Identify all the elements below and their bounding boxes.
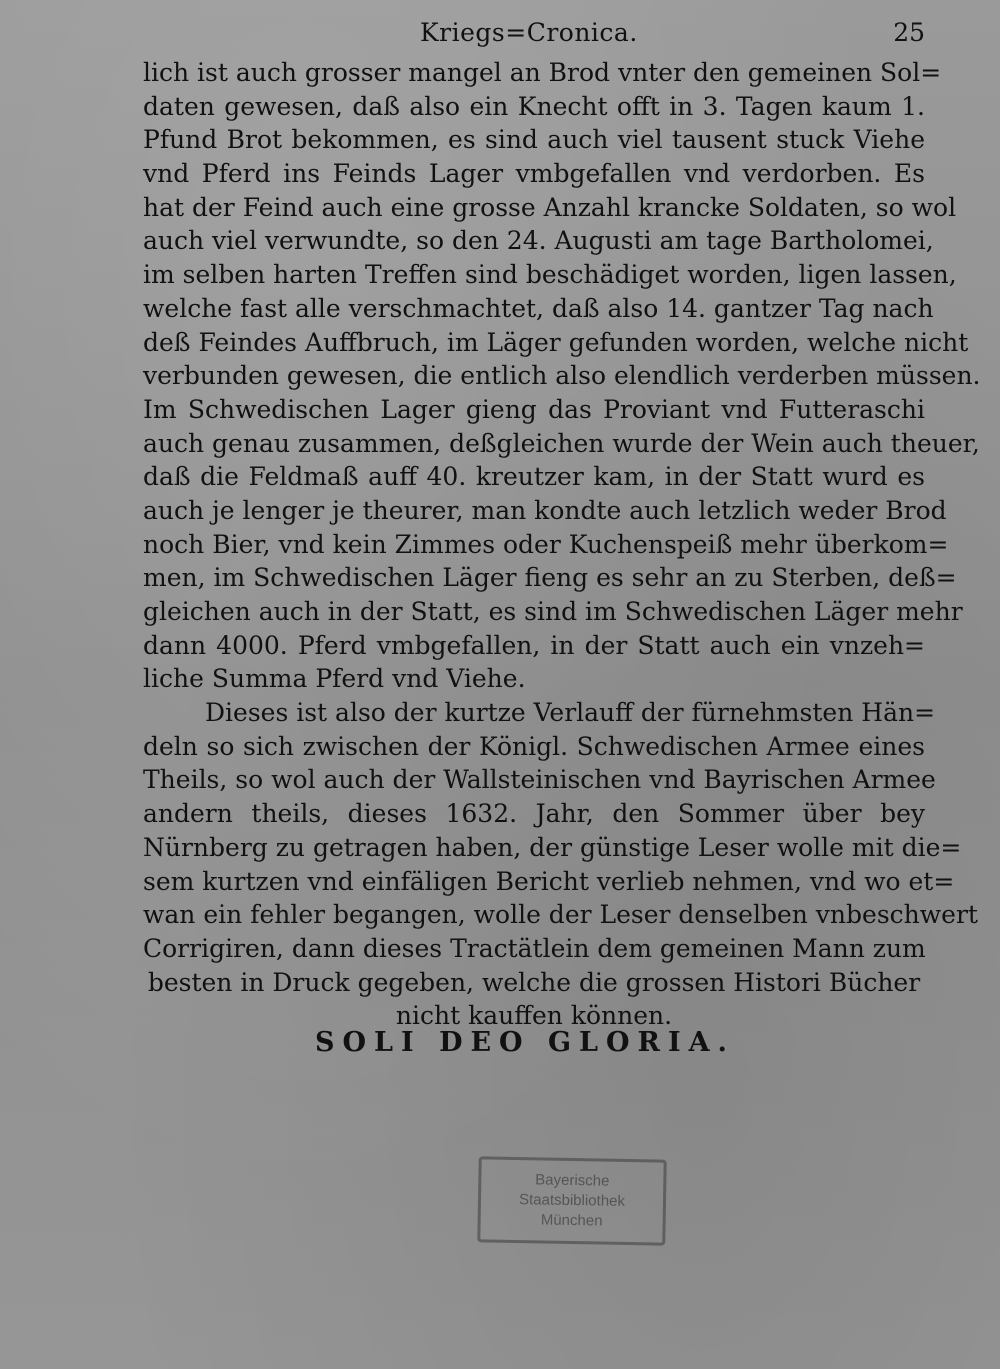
- body-text: [143, 56, 981, 1033]
- text-line: Corrigiren, dann dieses Tractätlein dem gemeinen Mann zum: [143, 933, 926, 963]
- text-line: Im Schwedischen Lager gieng das Proviant vnd Futteraschi: [143, 394, 925, 424]
- text-line: andern theils, dieses 1632. Jahr, den Sommer über bey: [143, 799, 925, 829]
- text-line: Dieses ist also der kurtze Verlauff der fürnehmsten Hän=: [205, 698, 936, 728]
- stamp-line: Staatsbibliothek: [518, 1191, 626, 1210]
- text-line: wan ein fehler begangen, wolle der Leser denselben vnbeschwert: [143, 900, 978, 930]
- text-line: im selben harten Treffen sind beschädiget worden, ligen lassen,: [143, 260, 957, 290]
- text-line: men, im Schwedischen Läger fieng es sehr an zu Sterben, deß=: [143, 563, 957, 593]
- text-line: besten in Druck gegeben, welche die grossen Histori Bücher: [147, 967, 921, 997]
- text-line: Pfund Brot bekommen, es sind auch viel tausent stuck Viehe: [143, 125, 925, 155]
- text-line: lich ist auch grosser mangel an Brod vnter den gemeinen Sol=: [143, 58, 942, 87]
- page-number: 25: [893, 18, 925, 47]
- stamp-line: München: [540, 1211, 603, 1230]
- text-line: noch Bier, vnd kein Zimmes oder Kuchenspeiß mehr überkom=: [143, 529, 949, 559]
- text-line: dann 4000. Pferd vmbgefallen, in der Statt auch ein vnzeh=: [143, 630, 925, 660]
- closing-motto: SOLI DEO GLORIA.: [315, 1027, 735, 1058]
- stamp-line: Bayerische: [535, 1171, 610, 1190]
- text-line: Theils, so wol auch der Wallsteinischen vnd Bayrischen Armee: [143, 765, 936, 795]
- text-line: gleichen auch in der Statt, es sind im Schwedischen Läger mehr: [143, 597, 963, 626]
- running-head: Kriegs=Cronica.: [420, 18, 638, 47]
- text-line: vnd Pferd ins Feinds Lager vmbgefallen vnd verdorben. Es: [143, 159, 925, 189]
- text-line: daß die Feldmaß auff 40. kreutzer kam, in der Statt wurd es: [143, 462, 925, 492]
- library-stamp: [477, 1156, 666, 1245]
- text-line: deß Feindes Auffbruch, im Läger gefunden worden, welche nicht: [143, 327, 969, 357]
- text-line: auch genau zusammen, deßgleichen wurde der Wein auch theuer,: [143, 428, 980, 458]
- text-line: welche fast alle verschmachtet, daß also 14. gantzer Tag nach: [143, 293, 934, 323]
- text-line: Nürnberg zu getragen haben, der günstige Leser wolle mit die=: [143, 832, 962, 862]
- text-line: hat der Feind auch eine grosse Anzahl krancke Soldaten, so wol: [143, 192, 957, 222]
- text-line: daten gewesen, daß also ein Knecht offt in 3. Tagen kaum 1.: [143, 91, 925, 121]
- text-line: auch je lenger je theurer, man kondte auch letzlich weder Brod: [143, 495, 947, 525]
- text-line: deln so sich zwischen der Königl. Schwedischen Armee eines: [143, 731, 925, 761]
- text-line: liche Summa Pferd vnd Viehe.: [143, 664, 526, 694]
- text-line: sem kurtzen vnd einfäligen Bericht verlieb nehmen, vnd wo et=: [143, 866, 955, 896]
- text-line: nicht kauffen können.: [395, 1001, 673, 1031]
- text-line: auch viel verwundte, so den 24. Augusti am tage Bartholomei,: [143, 226, 934, 256]
- text-line: verbunden gewesen, die entlich also elendlich verderben müssen.: [143, 361, 981, 391]
